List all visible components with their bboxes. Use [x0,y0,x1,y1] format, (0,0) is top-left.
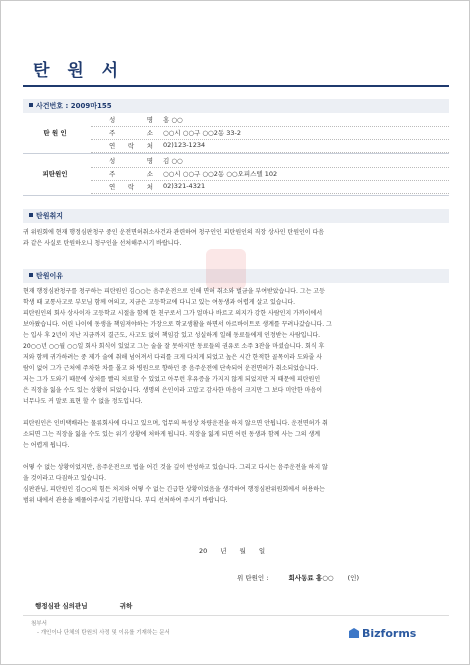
text-line: 현재 행정심판청구를 청구하는 피탄원인 김○○는 음주운전으로 인해 면허 취소와 벌금을 부여받았습니다. 그는 고등 [23,288,325,295]
section-square-icon [29,213,33,217]
petitioner-block [23,115,449,153]
case-number-header [23,99,449,113]
field-value: ○○시 ○○구 ○○2동 33-2 [163,129,241,137]
respondent-role: 피탄원인 [42,170,68,178]
section-square-icon [29,103,33,107]
blank-line [23,407,449,418]
title-rule [23,85,449,87]
respondent-address-row [91,169,449,181]
field-value: 02)321-4321 [163,182,206,190]
text-line: 귀 위원회에 현재 행정심판청구 중인 운전면허취소사건과 관련하여 청구인인 피탄원인의 직장 상사인 탄원인이 다음 [23,229,325,236]
field-value: 02)123-1234 [163,141,206,149]
text-line: 학생 때 교통사고로 부모님 함께 여의고, 지금은 고등학교에 다니고 있는 여동생과 어렵게 살고 있습니다. [23,299,296,306]
signature-seal: (인) [347,574,359,582]
text-line: 심판관님, 피탄원인 김○○의 힘든 처지와 어떻 수 없는 긴급한 상황이었음을 생각하여 행정심판위원회에서 허용하는 [23,486,325,493]
petitioner-name-row [91,115,449,127]
notes-item: - 개인이나 단체의 탄원의 사정 및 이유를 기재하는 문서 [37,630,170,636]
text-line: 피탄원인은 인비택배라는 물류회사에 다니고 있으며, 업무의 특성상 차량운전을 하지 않으면 안됩니다. 운전면허가 취 [23,420,328,427]
purpose-heading: 탄원취지 [36,212,64,220]
field-value: 김 ○○ [163,157,183,165]
text-line: 는 입사 후 2년이 지난 지금까지 결근도, 사고도 없이 책임감 있고 성실하게 일해 동료들에게 인정받는 사람입니다. [23,332,321,339]
respondent-contact-row [91,182,449,194]
notes-block [31,620,170,638]
date-line: 20 년 월 일 [199,547,266,555]
text-line: 20○○년 ○○월 ○○일 회사 회식이 있었고 그는 술을 잘 못하지만 동료들의 권유로 소주 3잔을 마셨습니다. 회식 후 [23,343,325,350]
text-line: 과 같은 사실로 탄원하오니 청구인을 선처해주시기 바랍니다. [23,240,182,247]
text-line: 저는 그가 도와기 때문에 상처를 빨리 치료할 수 있었고 아무런 후유증을 가지지 않게 되었지만 저 때문에 피탄원인 [23,376,321,383]
signature-line [237,573,359,582]
text-line: 어떻 수 없는 상황이었지만, 음주운전으로 법을 어긴 것을 깊이 반성하고 있습니다. 그리고 다시는 음주운전을 하지 않 [23,464,328,471]
case-number: 사건번호 : 2009마155 [36,102,112,110]
petitioner-contact-row [91,141,449,153]
petitioner-address-row [91,128,449,140]
text-line: 저와 함께 귀가하려는 중 제가 술에 취해 넘어져서 다리를 크게 다치게 되었고 높은 시간 한적한 골목이라 도와줄 사 [23,354,323,361]
text-line: 는 어렵게 됩니다. [23,442,70,449]
bizforms-logo [349,627,416,640]
addressee [35,601,132,610]
signature-name: 회사동료 홍○○ [288,574,334,582]
reason-text [23,286,449,506]
field-label: 연 락 처 [109,183,153,191]
document-title: 탄 원 서 [33,61,125,81]
respondent-block [23,156,449,194]
field-label: 성 명 [109,157,153,165]
divider [23,153,449,154]
divider [23,615,449,616]
addressee-name: 행정심판 심의관님 [35,602,88,610]
text-line: 을 것이라고 다짐하고 있습니다. [23,475,106,482]
text-line: 람이 없어 그가 근처에 주차한 차를 몰고 와 병원으로 향하던 중 음주운전에 단속되어 운전면허가 취소되었습니다. [23,365,319,372]
field-label: 주 소 [109,129,153,137]
field-label: 성 명 [109,116,153,124]
text-line: 너무나도 커 말로 표현 할 수 없을 정도입니다. [23,398,143,405]
petitioner-role: 탄 원 인 [43,129,67,137]
text-line: 은 직장을 잃을 수도 있는 상황이 되었습니다. 생명의 은인이라 고맙고 감사한 마음이 크지만 그 보다 미안한 마음이 [23,387,323,394]
watermark-stamp [206,249,246,289]
section-square-icon [29,273,33,277]
reason-heading: 탄원이유 [36,272,64,280]
text-line: 피탄원인의 회사 상사이자 고등학교 시절을 함께 한 친구로서 그가 얼마나 바르고 의지가 강한 사람인지 가까이에서 [23,310,323,317]
text-line: 소되면 그는 직장을 잃을 수도 있는 위기 상황에 처하게 됩니다. 직장을 잃게 되면 어린 동생과 함께 사는 그의 생계 [23,431,321,438]
respondent-name-row [91,156,449,168]
divider [23,195,449,196]
bizforms-logo-icon [349,628,359,638]
text-line: 범위 내에서 관용을 베풀어주시길 기원합니다. 부디 선처하여 주시기 바랍니다. [23,497,228,504]
addressee-suffix: 귀하 [119,602,133,610]
purpose-header [23,209,449,223]
notes-title: 첨부서 [31,621,47,627]
text-line: 보아왔습니다. 어린 나이에 동생을 책임져야하는 가장으로 학교생활을 하면서 아르바이트로 생계를 꾸려나갔습니다. 그 [23,321,332,328]
signature-label: 위 탄원인 : [237,574,269,582]
field-value: ○○시 ○○구 ○○2동 ○○오피스텔 102 [163,170,278,178]
logo-text: Bizforms [362,627,417,640]
purpose-text [23,227,449,249]
field-value: 홍 ○○ [163,116,183,124]
field-label: 연 락 처 [109,142,153,150]
blank-line [23,451,449,462]
field-label: 주 소 [109,170,153,178]
